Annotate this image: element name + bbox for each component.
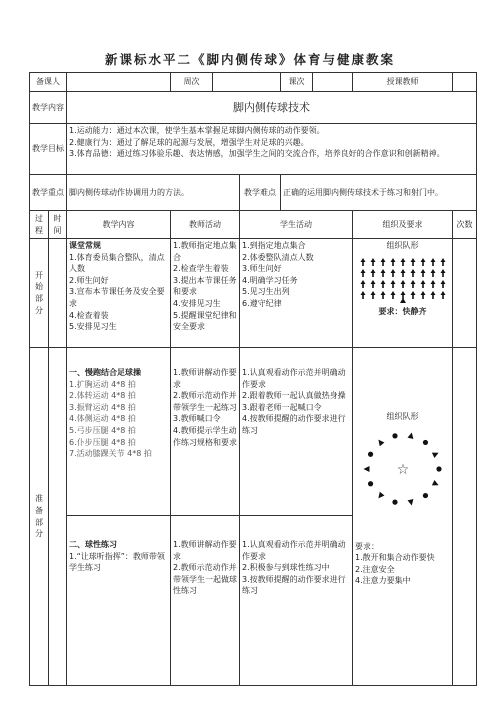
goal-item: 1.运动能力：通过本次课，使学生基本掌握足球脚内侧传球的动作要领。 xyxy=(69,126,325,135)
prep-org-title: 组织队形 xyxy=(386,412,419,421)
prep-student-2 xyxy=(240,516,353,686)
student-arrow-icon xyxy=(400,258,405,266)
prep-part1-item: 2.体转运动 4*8 拍 xyxy=(69,391,136,401)
prep-teacher-1 xyxy=(171,348,240,516)
start-content-item: 4.检查着装 xyxy=(69,310,109,320)
student-arrow-icon xyxy=(400,291,405,299)
student-triangle-icon xyxy=(363,466,369,472)
goal-item: 2.健康行为：通过了解足球的起源与发展，增强学生对足球的兴趣。 xyxy=(69,137,309,147)
start-teacher-item: 4.安排见习生 xyxy=(173,298,221,308)
student-arrow-icon xyxy=(410,291,415,299)
prep-student-1 xyxy=(240,348,353,516)
star-icon: ☆ xyxy=(396,461,409,478)
student-arrow-icon xyxy=(410,258,415,266)
student-triangle-icon xyxy=(407,431,414,438)
col-process: 过程 xyxy=(30,211,49,239)
prep-teacher-item: 4.教师提示学生动作练习规格和要求 xyxy=(173,425,237,447)
page-title: 新课标水平二《脚内侧传球》体育与健康教案 xyxy=(104,52,395,67)
student-arrow-icon xyxy=(430,291,435,299)
student-arrow-icon xyxy=(440,258,445,266)
student-arrow-icon xyxy=(420,291,425,299)
start-content-title: 课堂常规 xyxy=(69,241,101,250)
student-arrow-icon xyxy=(360,291,365,299)
start-student xyxy=(240,239,353,348)
student-arrow-icon xyxy=(420,280,425,288)
student-dot-icon xyxy=(367,451,372,456)
formation-arrows-diagram xyxy=(357,254,449,306)
difficulty-value: 正确的运用脚内侧传球技术于练习和射门中。 xyxy=(281,175,477,211)
col-time: 时间 xyxy=(49,211,67,239)
student-arrow-icon xyxy=(370,269,375,277)
prep-part2-item: 1.“让球听指挥”：教师带领学生练习 xyxy=(69,551,165,573)
prep-content-2 xyxy=(67,516,171,686)
student-arrow-icon xyxy=(380,291,385,299)
student-triangle-icon xyxy=(376,491,384,499)
prep-student-item: 1.认真观看动作示范并明确动作要求 xyxy=(242,540,346,561)
start-teacher-item: 1.教师指定地点集合 xyxy=(173,241,237,262)
instructor-label: 授课教师 xyxy=(353,73,453,92)
student-arrow-icon xyxy=(380,269,385,277)
student-dot-icon xyxy=(392,433,397,438)
content-label: 教学内容 xyxy=(30,92,67,124)
prep-teacher-2 xyxy=(171,516,240,686)
student-arrow-icon xyxy=(410,280,415,288)
prep-part1-item: 7.活动膝踝关节 4*8 拍 xyxy=(69,449,152,459)
student-arrow-icon xyxy=(390,280,395,288)
student-arrow-icon xyxy=(360,280,365,288)
prep-teacher-item: 1.教师讲解动作要求 xyxy=(173,368,237,389)
student-dot-icon xyxy=(422,493,427,498)
goals-label: 教学目标 xyxy=(30,124,67,175)
student-arrow-icon xyxy=(440,269,445,277)
col-teacher: 教师活动 xyxy=(171,211,240,239)
student-arrow-icon xyxy=(420,269,425,277)
week-label: 周次 xyxy=(171,73,213,92)
circle-formation-diagram xyxy=(357,425,449,513)
prep-section-label: 准备部分 xyxy=(30,348,49,686)
student-triangle-icon xyxy=(431,450,439,458)
start-content-item: 2.师生问好 xyxy=(69,275,109,285)
instructor-value xyxy=(453,73,477,92)
student-arrow-icon xyxy=(440,291,445,299)
start-content-item: 3.宣布本节课任务及安全要求 xyxy=(69,287,165,308)
goals-list xyxy=(67,124,477,175)
start-student-item: 4.明确学习任务 xyxy=(242,275,298,285)
student-arrow-icon xyxy=(390,291,395,299)
student-arrow-icon xyxy=(370,280,375,288)
student-arrow-icon xyxy=(400,269,405,277)
student-dot-icon xyxy=(422,439,427,444)
prep-teacher-item: 3.教师喊口令 xyxy=(173,414,221,424)
student-arrow-icon xyxy=(360,269,365,277)
prep-student-item: 2.跟着教师一起认真做热身操 xyxy=(242,391,346,401)
student-arrow-icon xyxy=(430,258,435,266)
start-teacher-item: 2.检查学生着装 xyxy=(173,264,229,274)
start-student-item: 3.师生问好 xyxy=(242,264,282,274)
student-arrow-icon xyxy=(440,280,445,288)
start-teacher-item: 3.提出本节课任务和要求 xyxy=(173,275,237,297)
lesson-label: 课次 xyxy=(281,73,313,92)
prep-part1-title: 一、慢跑结合足球操 xyxy=(69,368,141,377)
prep-part1-item: 1.扩胸运动 4*8 拍 xyxy=(69,379,136,389)
lesson-value xyxy=(313,73,353,92)
prep-org xyxy=(353,348,453,686)
student-triangle-icon xyxy=(407,499,414,506)
start-org-title: 组织队形 xyxy=(386,241,419,250)
preparer-value xyxy=(67,73,171,92)
prep-student-item: 3.按教师提醒的动作要求进行练习 xyxy=(242,574,346,596)
col-content: 教学内容 xyxy=(67,211,171,239)
student-arrow-icon xyxy=(390,258,395,266)
student-arrow-icon xyxy=(400,280,405,288)
start-section-label: 开始部分 xyxy=(30,239,49,348)
prep-student-item: 4.按教师提醒的动作要求进行练习 xyxy=(242,414,346,435)
start-student-item: 6.遵守纪律 xyxy=(242,298,282,308)
start-content-item: 1.体育委员集合整队，清点人数 xyxy=(69,252,165,274)
goal-item: 3.体育品德：通过练习体验乐趣、表达情感，加强学生之间的交流合作，培养良好的合作意识和创新精神。 xyxy=(69,149,445,159)
lesson-plan-table xyxy=(29,72,477,686)
student-triangle-icon xyxy=(431,480,439,488)
prep-teacher-item: 2.教师示范动作并带领学生一起练习 xyxy=(173,391,237,412)
start-org-requirement: 要求：快静齐 xyxy=(378,306,427,316)
student-arrow-icon xyxy=(380,280,385,288)
prep-part1-item: 6.仆步压腿 4*8 拍 xyxy=(69,437,136,447)
prep-part1-item: 3.振臂运动 4*8 拍 xyxy=(69,402,136,412)
prep-org-req-title: 要求： xyxy=(355,541,379,551)
start-content-item: 5.安排见习生 xyxy=(69,322,117,332)
student-dot-icon xyxy=(392,499,397,504)
student-arrow-icon xyxy=(380,258,385,266)
student-dot-icon xyxy=(436,466,441,471)
student-arrow-icon xyxy=(420,258,425,266)
key-value: 脚内侧传球动作协调用力的方法。 xyxy=(67,175,240,211)
prep-part2-title: 二、球性练习 xyxy=(69,540,117,549)
student-triangle-icon xyxy=(376,437,384,445)
preparer-label: 备课人 xyxy=(30,73,67,92)
student-arrow-icon xyxy=(370,291,375,299)
prep-student-item: 2.积极参与到球性练习中 xyxy=(242,563,330,573)
prep-org-req-item: 2.注意安全 xyxy=(355,564,395,574)
student-arrow-icon xyxy=(390,269,395,277)
content-value: 脚内侧传球技术 xyxy=(67,92,477,124)
key-label: 教学重点 xyxy=(30,175,67,211)
prep-teacher-item: 2.教师示范动作并带领学生一起做球性练习 xyxy=(173,563,237,596)
start-student-item: 1.到指定地点集合 xyxy=(242,241,306,250)
start-teacher-item: 5.提醒课堂纪律和安全要求 xyxy=(173,310,237,332)
week-value xyxy=(213,73,281,92)
prep-part1-item: 4.体侧运动 4*8 拍 xyxy=(69,414,136,424)
prep-student-item: 1.认真观看动作示范并明确动作要求 xyxy=(242,368,346,389)
teacher-triangle-icon xyxy=(400,298,406,303)
student-arrow-icon xyxy=(430,280,435,288)
student-arrow-icon xyxy=(430,269,435,277)
col-org: 组织及要求 xyxy=(353,211,453,239)
student-dot-icon xyxy=(367,481,372,486)
student-arrow-icon xyxy=(360,258,365,266)
prep-student-item: 3.跟着老师一起喊口令 xyxy=(242,402,322,412)
prep-org-req-item: 4.注意力要集中 xyxy=(355,576,411,586)
start-teacher xyxy=(171,239,240,348)
col-student: 学生活动 xyxy=(240,211,353,239)
difficulty-label: 教学难点 xyxy=(240,175,281,211)
start-student-item: 2.体委整队清点人数 xyxy=(242,252,314,262)
prep-teacher-item: 1.教师讲解动作要求 xyxy=(173,540,237,561)
start-org xyxy=(353,239,453,348)
start-student-item: 5.见习生出列 xyxy=(242,287,290,297)
col-count: 次数 xyxy=(453,211,477,239)
student-arrow-icon xyxy=(410,269,415,277)
start-content xyxy=(67,239,171,348)
student-arrow-icon xyxy=(370,258,375,266)
prep-org-req-item: 1.散开和集合动作要快 xyxy=(355,553,435,563)
prep-content-1 xyxy=(67,348,171,516)
prep-part1-item: 5.弓步压腿 4*8 拍 xyxy=(69,425,136,435)
